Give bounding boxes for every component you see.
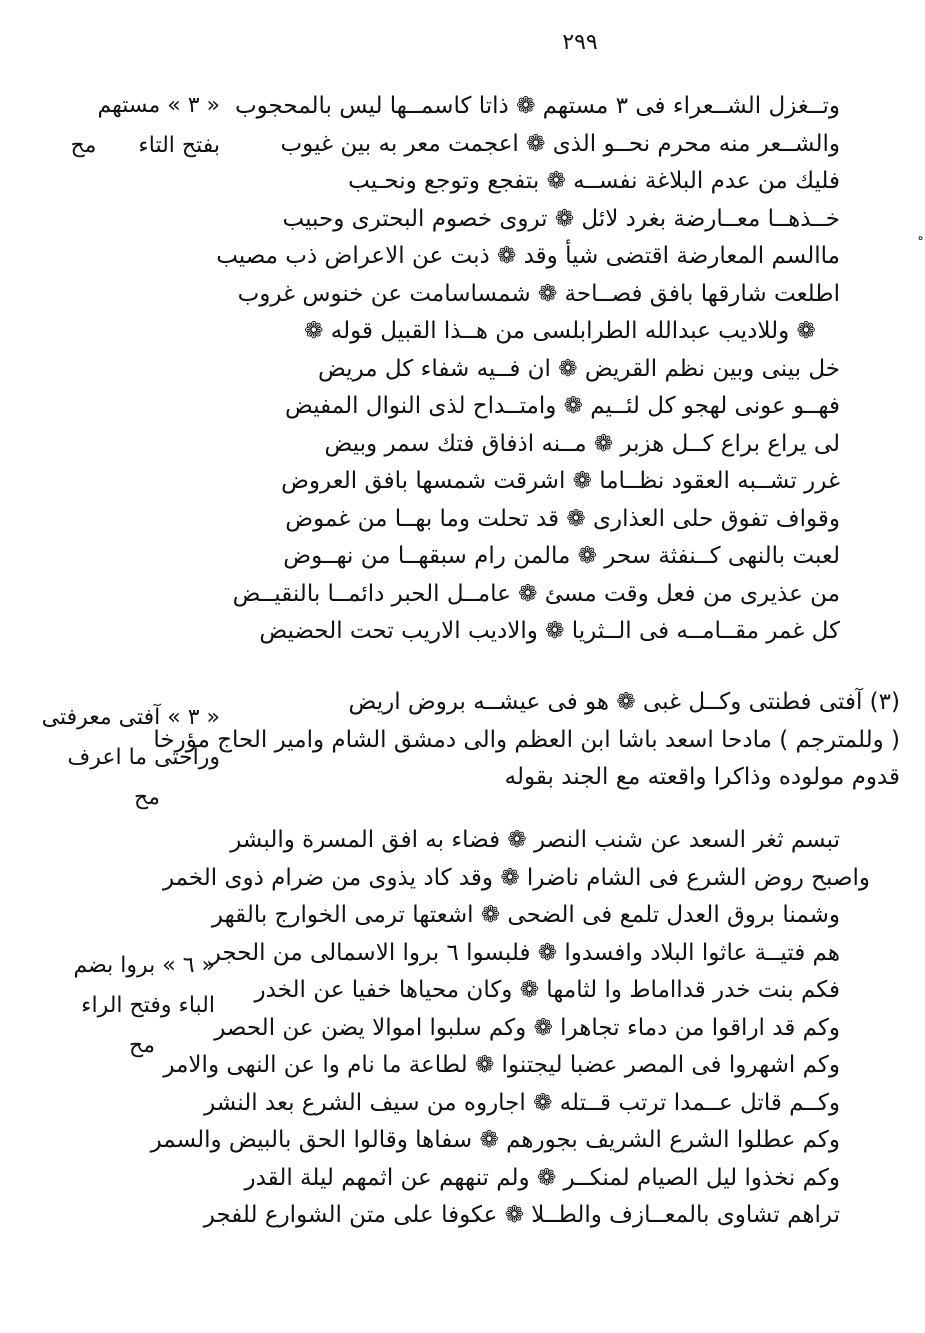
verse-line: كل غمر مقــامــه فى الــثريا ❁ والاديب الاريب تحت الحضيض [259,618,840,644]
margin-note-gloss: الباء وفتح الراء [81,993,215,1018]
verse-line: لى يراع براع كــل هزبر ❁ مــنه اذفاق فتك سمر وبيض [324,430,840,457]
margin-note-mark: « ٣ » آفتى معرفتى [41,705,220,730]
section-heading: ❁ وللاديب عبدالله الطرابلسى من هــذا القبيل قوله ❁ [304,318,816,344]
margin-note-gloss: وراحتى ما اعرف [67,745,220,770]
prose-line: قدوم مولوده وذاكرا واقعته مع الجند بقوله [504,764,900,790]
verse-line: وكم قد اراقوا من دماء تجاهرا ❁ وكم سلبوا اموالا يضن عن الحصر [214,1014,840,1041]
verse-line: خــذهــا معــارضة بغرد لائل ❁ تروى خصوم البحترى وحبيب [282,205,840,232]
margin-note-mark: « ٦ » بروا بضم [73,953,215,978]
poem-block-c [150,822,870,1235]
verse-line: واصبح روض الشرع فى الشام ناضرا ❁ وقد كاد يذوى من ضرام ذوى الخمر [162,864,870,891]
margin-note-tag: مح [129,1033,155,1058]
page-number: ٢٩٩ [562,30,598,55]
verse-line: فليك من عدم البلاغة نفســه ❁ بتفجع وتوجع ونحـيب [348,168,840,194]
verse-line: وكم عطلوا الشرع الشريف بجورهم ❁ سفاها وقالوا الحق بالبيض والسمر [150,1127,840,1153]
margin-note-gloss: بفتح التاء مح [70,133,220,158]
verse-line: تبسم ثغر السعد عن شنب النصر ❁ فضاء به افق المسرة والبشر [230,827,840,853]
verse-line: وشمنا بروق العدل تلمع فى الضحى ❁ اشعتها ترمى الخوارج بالقهر [211,902,840,928]
verse-line: ماالسم المعارضة اقتضى شيأ وقد ❁ ذبت عن الاعراض ذب مصيب [216,243,840,269]
verse-line: من عذيرى من فعل وقت مسئ ❁ عامــل الحبر دائمــا بالنقيــض [232,580,840,607]
verse-line: وقواف تفوق حلى العذارى ❁ قد تحلت وما بهــا من غموض [285,505,840,532]
verse-line: (٣) آفتى فطنتى وكــل غبى ❁ هو فى عيشــه بروض اريض [348,689,900,715]
verse-line: وكــم قاتل عــمدا ترتب قــتله ❁ اجاروه من سيف الشرع بعد النشر [204,1089,840,1116]
verse-line: فكم بنت خدر قدااماط وا لثامها ❁ وكان محياها خفيا عن الخدر [254,977,840,1003]
poem-block-a [216,88,840,651]
margin-note-1 [60,86,220,166]
verse-line: لعبت بالنهى كــنفثة سحر ❁ مالمن رام سبقهــا من نهــوض [283,543,840,569]
verse-line: وتــغزل الشــعراء فى ٣ مستهم ❁ ذاتا كاسمــها ليس بالمحجوب [234,93,840,119]
verse-line: خل بينى وبين نظم القريض ❁ ان فــيه شفاء كل مريض [317,355,840,382]
verse-line: وكم نخذوا ليل الصيام لمنكــر ❁ ولم تنههم عن اثمهم ليلة القدر [244,1164,840,1191]
verse-line: وكم اشهروا فى المصر عضبا ليجتنوا ❁ لطاعة ما نام وا عن النهى والامر [163,1052,840,1078]
verse-line: فهــو عونى لهجو كل لئــيم ❁ وامتــداح لذى النوال المفيض [285,393,840,419]
margin-note-mark: « ٣ » مستهم [97,93,220,118]
prose-line: ( وللمترجم ) مادحا اسعد باشا ابن العظم والى دمشق الشام وامير الحاج مؤرخا [153,726,900,753]
margin-note-tag: مح [134,785,160,810]
verse-line: غرر تشــبه العقود نظــاما ❁ اشرقت شمسها بافق العروض [281,468,840,494]
margin-note-tag: مح [70,133,97,158]
verse-line: تراهم تشاوى بالمعــازف والطــلا ❁ عكوفا على متن الشوارع للفجر [203,1202,840,1228]
side-mark: ه [918,232,924,243]
verse-line: والشــعر منه محرم نحــو الذى ❁ اعجمت معر به بين غيوب [280,130,840,157]
prose-block [153,684,900,797]
verse-line: هم فتيــة عاثوا البلاد وافسدوا ❁ فلبسوا ٦ بروا الاسمالى من الحجر [209,939,840,966]
verse-line: اطلعت شارقها بافق فصــاحة ❁ شمساسامت عن خنوس غروب [237,280,840,307]
